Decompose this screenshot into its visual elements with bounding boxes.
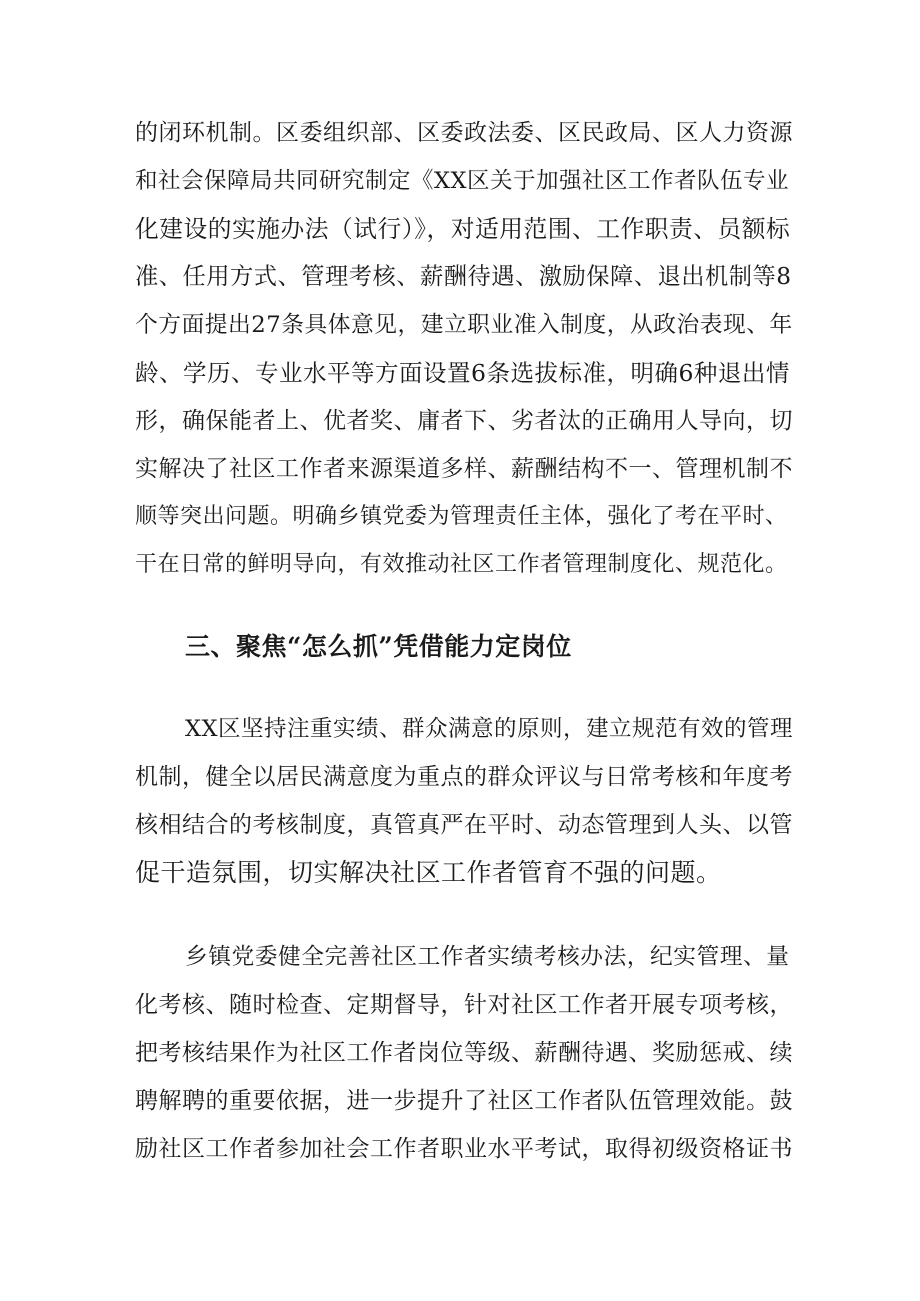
text-line: 聘解聘的重要依据，进一步提升了社区工作者队伍管理效能。鼓 [135,1088,793,1114]
text-line: 的闭环机制。区委组织部、区委政法委、区民政局、区人力资源 [135,120,793,146]
section-heading: 三、聚焦“怎么抓”凭借能力定岗位 [185,632,572,661]
text-line: 干在日常的鲜明导向，有效推动社区工作者管理制度化、规范化。 [135,552,788,577]
text-line: 化考核、随时检查、定期督导，针对社区工作者开展专项考核， [135,992,793,1018]
text-line: 把考核结果作为社区工作者岗位等级、薪酬待遇、奖励惩戒、续 [135,1040,793,1066]
text-line: 核相结合的考核制度，真管真严在平时、动态管理到人头、以管 [135,812,793,838]
text-line: 励社区工作者参加社会工作者职业水平考试，取得初级资格证书 [135,1136,793,1162]
text-line: 机制，健全以居民满意度为重点的群众评议与日常考核和年度考 [135,764,793,790]
text-line: 准、任用方式、管理考核、薪酬待遇、激励保障、退出机制等8 [135,263,792,290]
text-line: XX区坚持注重实绩、群众满意的原则，建立规范有效的管理 [185,716,794,742]
text-line: 化建设的实施办法（试行）》，对适用范围、工作职责、员额标 [135,215,791,243]
text-line: 和社会保障局共同研究制定《XX区关于加强社区工作者队伍专业 [135,168,790,194]
text-line: 促干造氛围，切实解决社区工作者管育不强的问题。 [135,858,722,887]
text-line: 乡镇党委健全完善社区工作者实绩考核办法，纪实管理、量 [185,944,790,970]
text-line: 实解决了社区工作者来源渠道多样、薪酬结构不一、管理机制不 [135,456,793,482]
text-line: 形，确保能者上、优者奖、庸者下、劣者汰的正确用人导向，切 [135,408,793,434]
text-line: 龄、学历、专业水平等方面设置6条选拔标准，明确6种退出情 [135,359,790,387]
text-line: 顺等突出问题。明确乡镇党委为管理责任主体，强化了考在平时、 [135,504,788,529]
text-line: 个方面提出27条具体意见，建立职业准入制度，从政治表现、年 [135,312,793,338]
